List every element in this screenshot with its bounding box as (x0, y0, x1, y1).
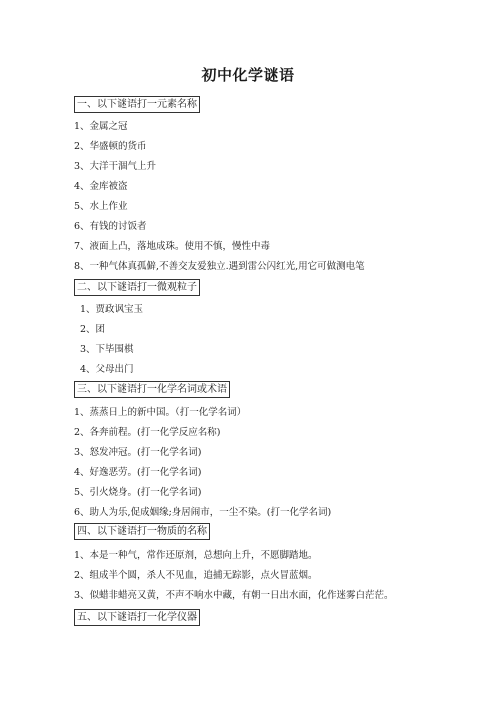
riddle-list (74, 300, 434, 380)
section-particles (74, 275, 434, 380)
list-item: 3、似蜡非蜡亮又黄，不声不响水中藏，有朝一日出水面，化作迷雾白茫茫。 (74, 590, 394, 601)
riddle-list (74, 403, 434, 523)
document-title: 初中化学谜语 (201, 66, 295, 84)
section-heading: 五、以下谜语打一化学仪器 (74, 609, 200, 626)
section-instruments (74, 605, 434, 626)
list-item: 4、金库被盗 (74, 181, 128, 192)
list-item: 6、有钱的讨饭者 (74, 221, 147, 232)
list-item: 1、贾政讽宝玉 (80, 304, 144, 315)
list-item: 6、助人为乐,促成姻缘;身居闹市，一尘不染。(打一化学名词) (74, 507, 332, 518)
list-item: 3、下毕围棋 (80, 344, 134, 355)
list-item: 1、金属之冠 (74, 121, 128, 132)
list-item: 2、组成半个圆，杀人不见血，追捕无踪影，点火冒蓝烟。 (74, 570, 318, 581)
list-item: 4、父母出门 (80, 364, 134, 375)
list-item: 8、一种气体真孤僻,不善交友爱独立.遇到雷公闪红光,用它可做测电笔 (74, 261, 365, 272)
section-heading: 一、以下谜语打一元素名称 (74, 96, 200, 113)
list-item: 5、引火烧身。(打一化学名词) (74, 487, 202, 498)
list-item: 1、本是一种气，常作还原剂，总想向上升，不愿脚踏地。 (74, 550, 318, 561)
list-item: 3、大洋干涸气上升 (74, 161, 157, 172)
list-item: 4、好逸恶劳。(打一化学名词) (74, 467, 202, 478)
riddle-list (74, 117, 434, 277)
section-elements (74, 92, 434, 277)
section-heading: 三、以下谜语打一化学名词或术语 (74, 381, 230, 398)
list-item: 1、蒸蒸日上的新中国。（打一化学名词） (74, 407, 247, 418)
list-item: 3、怒发冲冠。(打一化学名词) (74, 447, 202, 458)
list-item: 2、各奔前程。(打一化学反应名称) (74, 427, 221, 438)
list-item: 2、华盛顿的货币 (74, 141, 147, 152)
riddle-list (74, 546, 434, 606)
list-item: 5、水上作业 (74, 201, 128, 212)
section-substances (74, 519, 434, 606)
section-terms (74, 377, 434, 523)
list-item: 7、液面上凸，落地成珠。使用不慎，慢性中毒 (74, 241, 271, 252)
section-heading: 四、以下谜语打一物质的名称 (74, 523, 210, 540)
list-item: 2、团 (80, 324, 106, 335)
section-heading: 二、以下谜语打一微观粒子 (74, 279, 200, 296)
